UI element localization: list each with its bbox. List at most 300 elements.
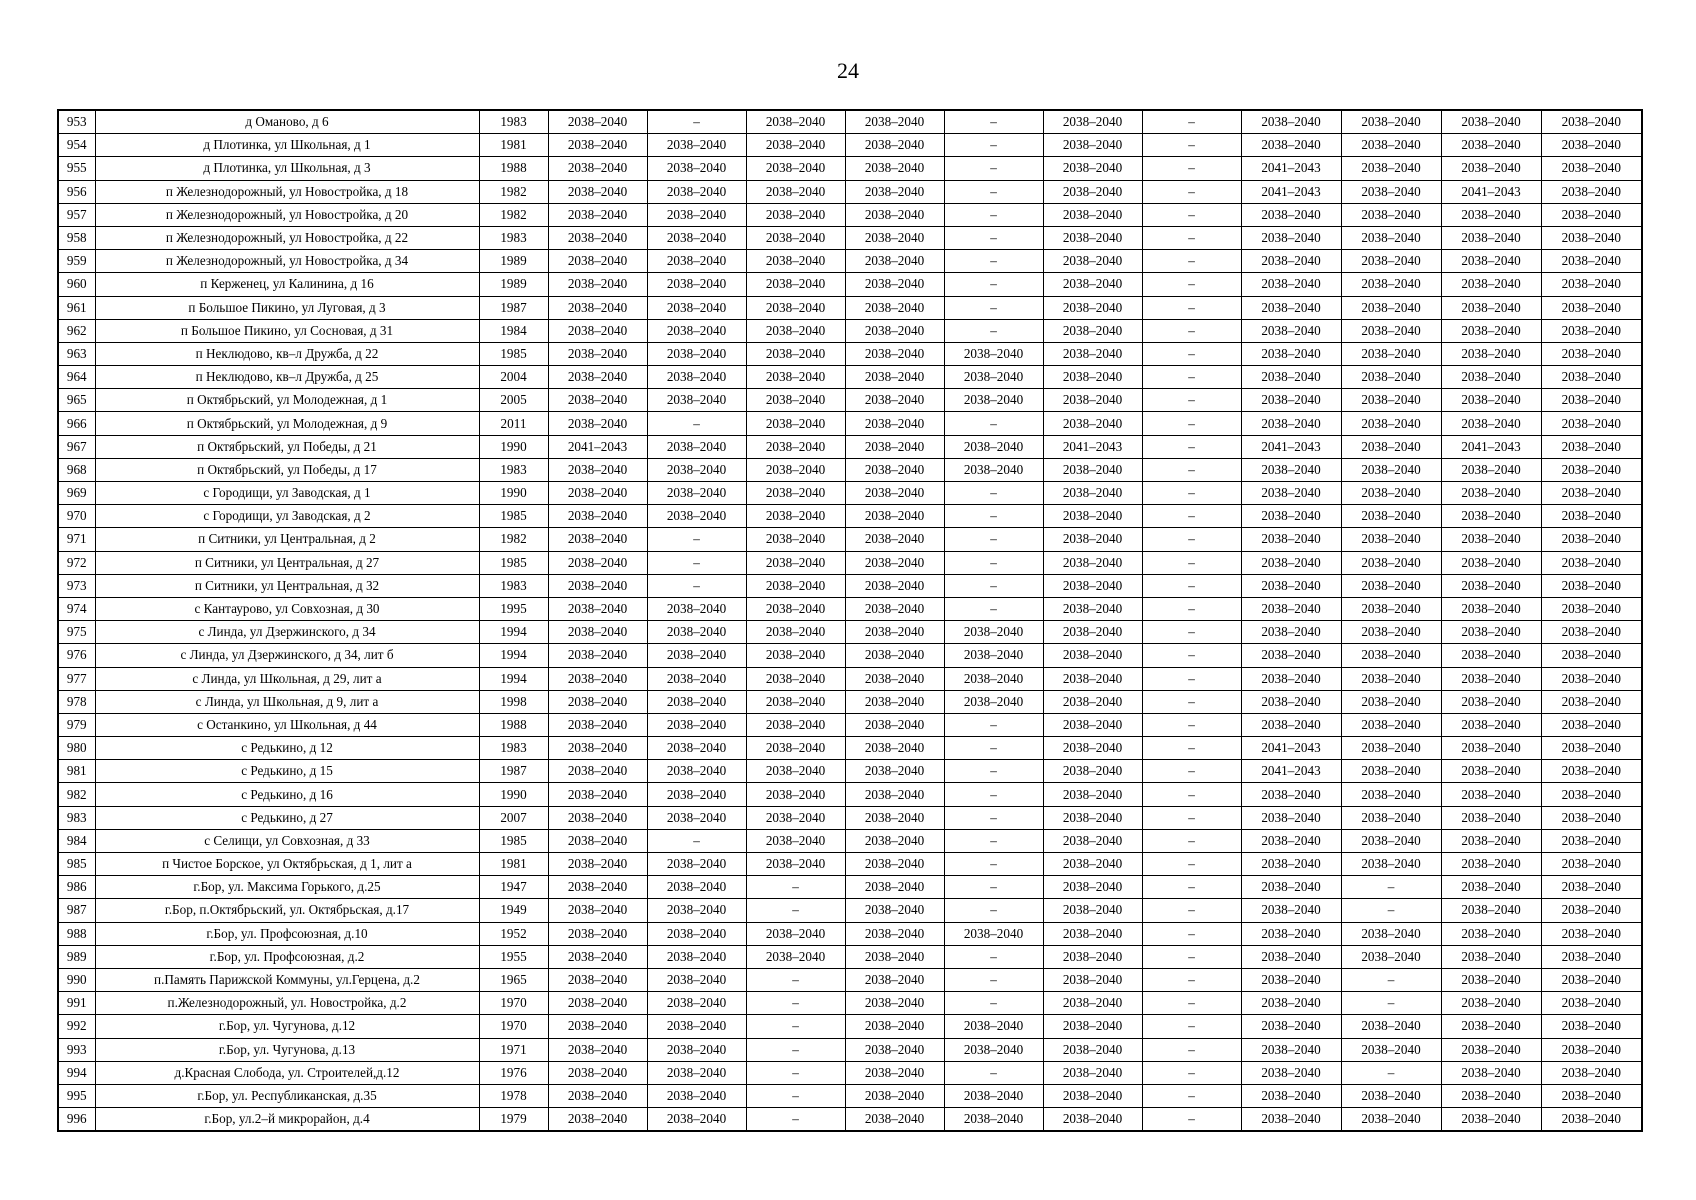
table-row xyxy=(58,1015,1642,1038)
period-cell: – xyxy=(1142,157,1241,180)
period-cell: 2038–2040 xyxy=(1341,180,1441,203)
period-cell: 2038–2040 xyxy=(746,203,845,226)
period-cell: 2038–2040 xyxy=(845,737,944,760)
period-cell: 2038–2040 xyxy=(1541,319,1642,342)
row-number-cell: 989 xyxy=(58,945,95,968)
period-cell: 2038–2040 xyxy=(647,319,746,342)
year-cell: 2005 xyxy=(479,389,548,412)
year-cell: 1994 xyxy=(479,621,548,644)
period-cell: 2038–2040 xyxy=(1341,829,1441,852)
period-cell: 2038–2040 xyxy=(1441,412,1541,435)
period-cell: – xyxy=(944,968,1043,991)
period-cell: 2038–2040 xyxy=(1043,180,1142,203)
period-cell: 2038–2040 xyxy=(1341,597,1441,620)
table-row xyxy=(58,528,1642,551)
period-cell: 2038–2040 xyxy=(944,1038,1043,1061)
period-cell: – xyxy=(1142,203,1241,226)
period-cell: 2038–2040 xyxy=(1043,667,1142,690)
table-row xyxy=(58,806,1642,829)
period-cell: 2038–2040 xyxy=(746,505,845,528)
period-cell: – xyxy=(944,737,1043,760)
period-cell: 2038–2040 xyxy=(1341,690,1441,713)
period-cell: 2038–2040 xyxy=(1441,690,1541,713)
period-cell: 2038–2040 xyxy=(845,134,944,157)
period-cell: 2038–2040 xyxy=(1441,226,1541,249)
year-cell: 1982 xyxy=(479,528,548,551)
period-cell: 2038–2040 xyxy=(1043,1108,1142,1132)
address-cell: с Редькино, д 16 xyxy=(95,783,479,806)
period-cell: 2038–2040 xyxy=(548,737,647,760)
period-cell: – xyxy=(647,110,746,134)
period-cell: 2038–2040 xyxy=(1341,922,1441,945)
row-number-cell: 994 xyxy=(58,1061,95,1084)
period-cell: – xyxy=(944,899,1043,922)
period-cell: 2038–2040 xyxy=(1441,1061,1541,1084)
period-cell: 2038–2040 xyxy=(1043,829,1142,852)
row-number-cell: 980 xyxy=(58,737,95,760)
period-cell: 2038–2040 xyxy=(746,110,845,134)
period-cell: 2038–2040 xyxy=(746,667,845,690)
period-cell: 2038–2040 xyxy=(1341,644,1441,667)
period-cell: 2038–2040 xyxy=(1241,945,1341,968)
year-cell: 1981 xyxy=(479,134,548,157)
period-cell: 2038–2040 xyxy=(548,389,647,412)
period-cell: 2038–2040 xyxy=(647,899,746,922)
period-cell: – xyxy=(944,713,1043,736)
period-cell: 2038–2040 xyxy=(548,829,647,852)
period-cell: – xyxy=(1142,551,1241,574)
period-cell: 2038–2040 xyxy=(1241,482,1341,505)
year-cell: 1983 xyxy=(479,226,548,249)
period-cell: – xyxy=(1142,876,1241,899)
period-cell: 2038–2040 xyxy=(1441,922,1541,945)
period-cell: 2038–2040 xyxy=(845,621,944,644)
period-cell: 2038–2040 xyxy=(1541,551,1642,574)
period-cell: 2038–2040 xyxy=(1541,597,1642,620)
period-cell: 2038–2040 xyxy=(548,876,647,899)
period-cell: 2038–2040 xyxy=(1441,968,1541,991)
period-cell: – xyxy=(944,226,1043,249)
period-cell: 2041–2043 xyxy=(1441,180,1541,203)
period-cell: – xyxy=(944,319,1043,342)
period-cell: 2038–2040 xyxy=(845,203,944,226)
period-cell: 2038–2040 xyxy=(1341,945,1441,968)
period-cell: 2038–2040 xyxy=(1341,574,1441,597)
period-cell: 2038–2040 xyxy=(746,551,845,574)
period-cell: – xyxy=(1142,644,1241,667)
period-cell: – xyxy=(1142,273,1241,296)
period-cell: 2038–2040 xyxy=(1043,342,1142,365)
period-cell: 2038–2040 xyxy=(647,1084,746,1107)
row-number-cell: 979 xyxy=(58,713,95,736)
period-cell: 2038–2040 xyxy=(1541,296,1642,319)
period-cell: 2038–2040 xyxy=(845,992,944,1015)
year-cell: 1987 xyxy=(479,760,548,783)
period-cell: 2038–2040 xyxy=(1541,922,1642,945)
period-cell: – xyxy=(944,829,1043,852)
table-row xyxy=(58,597,1642,620)
address-cell: п Октябрьский, ул Победы, д 21 xyxy=(95,435,479,458)
period-cell: 2038–2040 xyxy=(1043,412,1142,435)
address-cell: г.Бор, ул. Чугунова, д.13 xyxy=(95,1038,479,1061)
period-cell: 2038–2040 xyxy=(845,644,944,667)
period-cell: 2038–2040 xyxy=(1441,482,1541,505)
period-cell: 2038–2040 xyxy=(1043,319,1142,342)
period-cell: – xyxy=(1142,806,1241,829)
period-cell: 2038–2040 xyxy=(1341,737,1441,760)
period-cell: 2038–2040 xyxy=(1541,110,1642,134)
period-cell: – xyxy=(944,945,1043,968)
period-cell: 2038–2040 xyxy=(1341,412,1441,435)
period-cell: – xyxy=(944,203,1043,226)
period-cell: 2038–2040 xyxy=(647,1061,746,1084)
period-cell: 2038–2040 xyxy=(944,690,1043,713)
period-cell: 2038–2040 xyxy=(1541,250,1642,273)
row-number-cell: 978 xyxy=(58,690,95,713)
year-cell: 1987 xyxy=(479,296,548,319)
period-cell: – xyxy=(944,992,1043,1015)
period-cell: – xyxy=(1341,968,1441,991)
period-cell: 2038–2040 xyxy=(746,412,845,435)
period-cell: 2038–2040 xyxy=(1441,273,1541,296)
period-cell: 2038–2040 xyxy=(1541,1038,1642,1061)
table-row xyxy=(58,760,1642,783)
period-cell: 2038–2040 xyxy=(647,783,746,806)
period-cell: 2038–2040 xyxy=(647,134,746,157)
period-cell: – xyxy=(944,273,1043,296)
period-cell: 2038–2040 xyxy=(845,667,944,690)
period-cell: 2038–2040 xyxy=(647,342,746,365)
year-cell: 1979 xyxy=(479,1108,548,1132)
address-cell: д.Красная Слобода, ул. Строителей,д.12 xyxy=(95,1061,479,1084)
period-cell: 2038–2040 xyxy=(1541,458,1642,481)
period-cell: 2038–2040 xyxy=(845,389,944,412)
address-cell: п Ситники, ул Центральная, д 2 xyxy=(95,528,479,551)
row-number-cell: 962 xyxy=(58,319,95,342)
period-cell: 2038–2040 xyxy=(944,1015,1043,1038)
year-cell: 1955 xyxy=(479,945,548,968)
period-cell: – xyxy=(746,1084,845,1107)
period-cell: 2038–2040 xyxy=(1043,273,1142,296)
period-cell: – xyxy=(1142,853,1241,876)
period-cell: 2038–2040 xyxy=(1341,1038,1441,1061)
period-cell: – xyxy=(1142,829,1241,852)
address-cell: г.Бор, ул. Максима Горького, д.25 xyxy=(95,876,479,899)
year-cell: 2007 xyxy=(479,806,548,829)
period-cell: 2038–2040 xyxy=(1043,203,1142,226)
year-cell: 1989 xyxy=(479,250,548,273)
period-cell: – xyxy=(1142,1015,1241,1038)
period-cell: 2038–2040 xyxy=(746,250,845,273)
period-cell: 2038–2040 xyxy=(548,574,647,597)
period-cell: 2038–2040 xyxy=(944,435,1043,458)
period-cell: 2041–2043 xyxy=(1441,435,1541,458)
period-cell: 2038–2040 xyxy=(1441,250,1541,273)
period-cell: 2038–2040 xyxy=(746,296,845,319)
row-number-cell: 954 xyxy=(58,134,95,157)
period-cell: 2038–2040 xyxy=(1441,1038,1541,1061)
period-cell: 2038–2040 xyxy=(548,505,647,528)
address-cell: п Октябрьский, ул Молодежная, д 1 xyxy=(95,389,479,412)
period-cell: 2041–2043 xyxy=(548,435,647,458)
period-cell: 2038–2040 xyxy=(548,690,647,713)
period-cell: 2038–2040 xyxy=(1441,203,1541,226)
period-cell: 2038–2040 xyxy=(746,760,845,783)
year-cell: 1981 xyxy=(479,853,548,876)
period-cell: 2038–2040 xyxy=(845,110,944,134)
period-cell: 2038–2040 xyxy=(1043,876,1142,899)
period-cell: 2038–2040 xyxy=(1341,296,1441,319)
period-cell: 2038–2040 xyxy=(548,412,647,435)
period-cell: 2038–2040 xyxy=(746,713,845,736)
period-cell: – xyxy=(1341,992,1441,1015)
period-cell: – xyxy=(1341,876,1441,899)
period-cell: 2038–2040 xyxy=(1441,458,1541,481)
period-cell: 2038–2040 xyxy=(1341,713,1441,736)
address-cell: г.Бор, ул. Республиканская, д.35 xyxy=(95,1084,479,1107)
period-cell: 2038–2040 xyxy=(1043,899,1142,922)
address-cell: п Октябрьский, ул Победы, д 17 xyxy=(95,458,479,481)
period-cell: 2038–2040 xyxy=(647,853,746,876)
period-cell: 2038–2040 xyxy=(647,226,746,249)
period-cell: 2038–2040 xyxy=(1541,829,1642,852)
table-row xyxy=(58,505,1642,528)
period-cell: 2038–2040 xyxy=(1441,829,1541,852)
row-number-cell: 960 xyxy=(58,273,95,296)
period-cell: 2038–2040 xyxy=(548,482,647,505)
period-cell: 2038–2040 xyxy=(1541,180,1642,203)
period-cell: 2038–2040 xyxy=(1241,366,1341,389)
period-cell: 2038–2040 xyxy=(647,968,746,991)
period-cell: 2038–2040 xyxy=(1541,968,1642,991)
row-number-cell: 982 xyxy=(58,783,95,806)
period-cell: 2038–2040 xyxy=(746,366,845,389)
period-cell: 2038–2040 xyxy=(647,644,746,667)
period-cell: 2038–2040 xyxy=(548,922,647,945)
period-cell: – xyxy=(647,574,746,597)
period-cell: – xyxy=(944,157,1043,180)
period-cell: 2038–2040 xyxy=(647,458,746,481)
period-cell: 2038–2040 xyxy=(548,366,647,389)
period-cell: – xyxy=(944,876,1043,899)
period-cell: 2038–2040 xyxy=(845,876,944,899)
period-cell: 2038–2040 xyxy=(1341,250,1441,273)
period-cell: – xyxy=(1142,1038,1241,1061)
row-number-cell: 957 xyxy=(58,203,95,226)
period-cell: 2038–2040 xyxy=(548,458,647,481)
period-cell: – xyxy=(1142,458,1241,481)
period-cell: 2038–2040 xyxy=(548,853,647,876)
year-cell: 1990 xyxy=(479,783,548,806)
period-cell: 2038–2040 xyxy=(746,690,845,713)
period-cell: – xyxy=(1142,1108,1241,1132)
year-cell: 1976 xyxy=(479,1061,548,1084)
period-cell: – xyxy=(1142,482,1241,505)
period-cell: 2038–2040 xyxy=(1441,667,1541,690)
period-cell: 2038–2040 xyxy=(944,389,1043,412)
period-cell: 2038–2040 xyxy=(746,342,845,365)
period-cell: 2038–2040 xyxy=(1541,226,1642,249)
year-cell: 1982 xyxy=(479,180,548,203)
period-cell: 2038–2040 xyxy=(944,1108,1043,1132)
period-cell: 2038–2040 xyxy=(1043,528,1142,551)
period-cell: – xyxy=(647,528,746,551)
period-cell: 2038–2040 xyxy=(548,806,647,829)
address-cell: с Кантаурово, ул Совхозная, д 30 xyxy=(95,597,479,620)
row-number-cell: 993 xyxy=(58,1038,95,1061)
row-number-cell: 986 xyxy=(58,876,95,899)
period-cell: 2038–2040 xyxy=(548,134,647,157)
period-cell: – xyxy=(1142,296,1241,319)
period-cell: 2038–2040 xyxy=(647,992,746,1015)
page-number: 24 xyxy=(837,58,859,83)
period-cell: 2038–2040 xyxy=(1043,760,1142,783)
year-cell: 1983 xyxy=(479,458,548,481)
period-cell: 2038–2040 xyxy=(1341,110,1441,134)
address-cell: п Октябрьский, ул Молодежная, д 9 xyxy=(95,412,479,435)
period-cell: 2038–2040 xyxy=(845,180,944,203)
period-cell: 2038–2040 xyxy=(746,134,845,157)
year-cell: 1982 xyxy=(479,203,548,226)
period-cell: 2038–2040 xyxy=(1541,134,1642,157)
period-cell: – xyxy=(746,992,845,1015)
address-cell: п Неклюдово, кв–л Дружба, д 25 xyxy=(95,366,479,389)
year-cell: 1970 xyxy=(479,992,548,1015)
table-row xyxy=(58,1084,1642,1107)
row-number-cell: 967 xyxy=(58,435,95,458)
period-cell: 2038–2040 xyxy=(1043,597,1142,620)
period-cell: 2038–2040 xyxy=(944,644,1043,667)
period-cell: 2038–2040 xyxy=(1541,273,1642,296)
period-cell: 2038–2040 xyxy=(1043,482,1142,505)
table-row xyxy=(58,203,1642,226)
table-row xyxy=(58,296,1642,319)
year-cell: 1994 xyxy=(479,667,548,690)
period-cell: – xyxy=(1142,528,1241,551)
row-number-cell: 990 xyxy=(58,968,95,991)
period-cell: 2038–2040 xyxy=(1241,1015,1341,1038)
period-cell: 2038–2040 xyxy=(647,876,746,899)
table-row xyxy=(58,110,1642,134)
table-row xyxy=(58,667,1642,690)
period-cell: 2038–2040 xyxy=(845,574,944,597)
period-cell: 2038–2040 xyxy=(1541,876,1642,899)
period-cell: 2038–2040 xyxy=(548,713,647,736)
period-cell: 2038–2040 xyxy=(845,713,944,736)
address-cell: п Большое Пикино, ул Луговая, д 3 xyxy=(95,296,479,319)
period-cell: 2038–2040 xyxy=(1441,296,1541,319)
period-cell: 2038–2040 xyxy=(1341,528,1441,551)
year-cell: 1985 xyxy=(479,551,548,574)
period-cell: 2038–2040 xyxy=(548,760,647,783)
period-cell: 2038–2040 xyxy=(1441,621,1541,644)
year-cell: 2004 xyxy=(479,366,548,389)
period-cell: 2038–2040 xyxy=(1341,366,1441,389)
period-cell: 2038–2040 xyxy=(1043,157,1142,180)
period-cell: 2038–2040 xyxy=(548,968,647,991)
period-cell: – xyxy=(1142,226,1241,249)
period-cell: 2038–2040 xyxy=(1441,134,1541,157)
period-cell: 2038–2040 xyxy=(548,180,647,203)
row-number-cell: 965 xyxy=(58,389,95,412)
row-number-cell: 969 xyxy=(58,482,95,505)
period-cell: 2038–2040 xyxy=(845,597,944,620)
period-cell: 2038–2040 xyxy=(1441,644,1541,667)
table-row xyxy=(58,157,1642,180)
period-cell: – xyxy=(944,783,1043,806)
period-cell: 2038–2040 xyxy=(746,922,845,945)
table-row xyxy=(58,737,1642,760)
period-cell: 2038–2040 xyxy=(1043,1015,1142,1038)
period-cell: 2038–2040 xyxy=(1043,1084,1142,1107)
address-cell: с Городищи, ул Заводская, д 2 xyxy=(95,505,479,528)
period-cell: 2038–2040 xyxy=(647,366,746,389)
table-row xyxy=(58,876,1642,899)
period-cell: 2038–2040 xyxy=(647,1038,746,1061)
table-row xyxy=(58,226,1642,249)
period-cell: 2038–2040 xyxy=(1241,319,1341,342)
period-cell: 2038–2040 xyxy=(548,644,647,667)
table-row xyxy=(58,945,1642,968)
period-cell: 2038–2040 xyxy=(1441,876,1541,899)
period-cell: 2038–2040 xyxy=(1241,806,1341,829)
year-cell: 1989 xyxy=(479,273,548,296)
year-cell: 1988 xyxy=(479,157,548,180)
period-cell: 2038–2040 xyxy=(1541,945,1642,968)
period-cell: – xyxy=(1142,690,1241,713)
period-cell: 2038–2040 xyxy=(647,157,746,180)
period-cell: 2038–2040 xyxy=(845,528,944,551)
year-cell: 1984 xyxy=(479,319,548,342)
period-cell: 2038–2040 xyxy=(1241,992,1341,1015)
row-number-cell: 964 xyxy=(58,366,95,389)
address-cell: д Плотинка, ул Школьная, д 1 xyxy=(95,134,479,157)
table-row xyxy=(58,713,1642,736)
period-cell: – xyxy=(1142,1061,1241,1084)
period-cell: 2038–2040 xyxy=(1043,1061,1142,1084)
period-cell: 2038–2040 xyxy=(1043,250,1142,273)
period-cell: 2038–2040 xyxy=(1241,1084,1341,1107)
period-cell: 2038–2040 xyxy=(647,690,746,713)
period-cell: 2038–2040 xyxy=(1441,389,1541,412)
period-cell: 2038–2040 xyxy=(647,621,746,644)
period-cell: 2038–2040 xyxy=(1241,667,1341,690)
period-cell: 2038–2040 xyxy=(944,922,1043,945)
address-cell: п Неклюдово, кв–л Дружба, д 22 xyxy=(95,342,479,365)
year-cell: 1983 xyxy=(479,574,548,597)
period-cell: 2038–2040 xyxy=(647,760,746,783)
period-cell: 2038–2040 xyxy=(647,1015,746,1038)
row-number-cell: 961 xyxy=(58,296,95,319)
period-cell: 2038–2040 xyxy=(1241,690,1341,713)
table-row xyxy=(58,389,1642,412)
period-cell: 2038–2040 xyxy=(647,1108,746,1132)
period-cell: 2038–2040 xyxy=(1043,366,1142,389)
period-cell: 2038–2040 xyxy=(548,203,647,226)
period-cell: 2038–2040 xyxy=(1043,574,1142,597)
row-number-cell: 970 xyxy=(58,505,95,528)
period-cell: 2038–2040 xyxy=(1341,435,1441,458)
period-cell: 2038–2040 xyxy=(647,667,746,690)
period-cell: 2038–2040 xyxy=(1541,528,1642,551)
table-row xyxy=(58,1038,1642,1061)
period-cell: 2038–2040 xyxy=(944,621,1043,644)
period-cell: – xyxy=(746,1108,845,1132)
period-cell: 2038–2040 xyxy=(746,157,845,180)
period-cell: 2038–2040 xyxy=(647,180,746,203)
period-cell: 2038–2040 xyxy=(845,273,944,296)
year-cell: 1983 xyxy=(479,110,548,134)
